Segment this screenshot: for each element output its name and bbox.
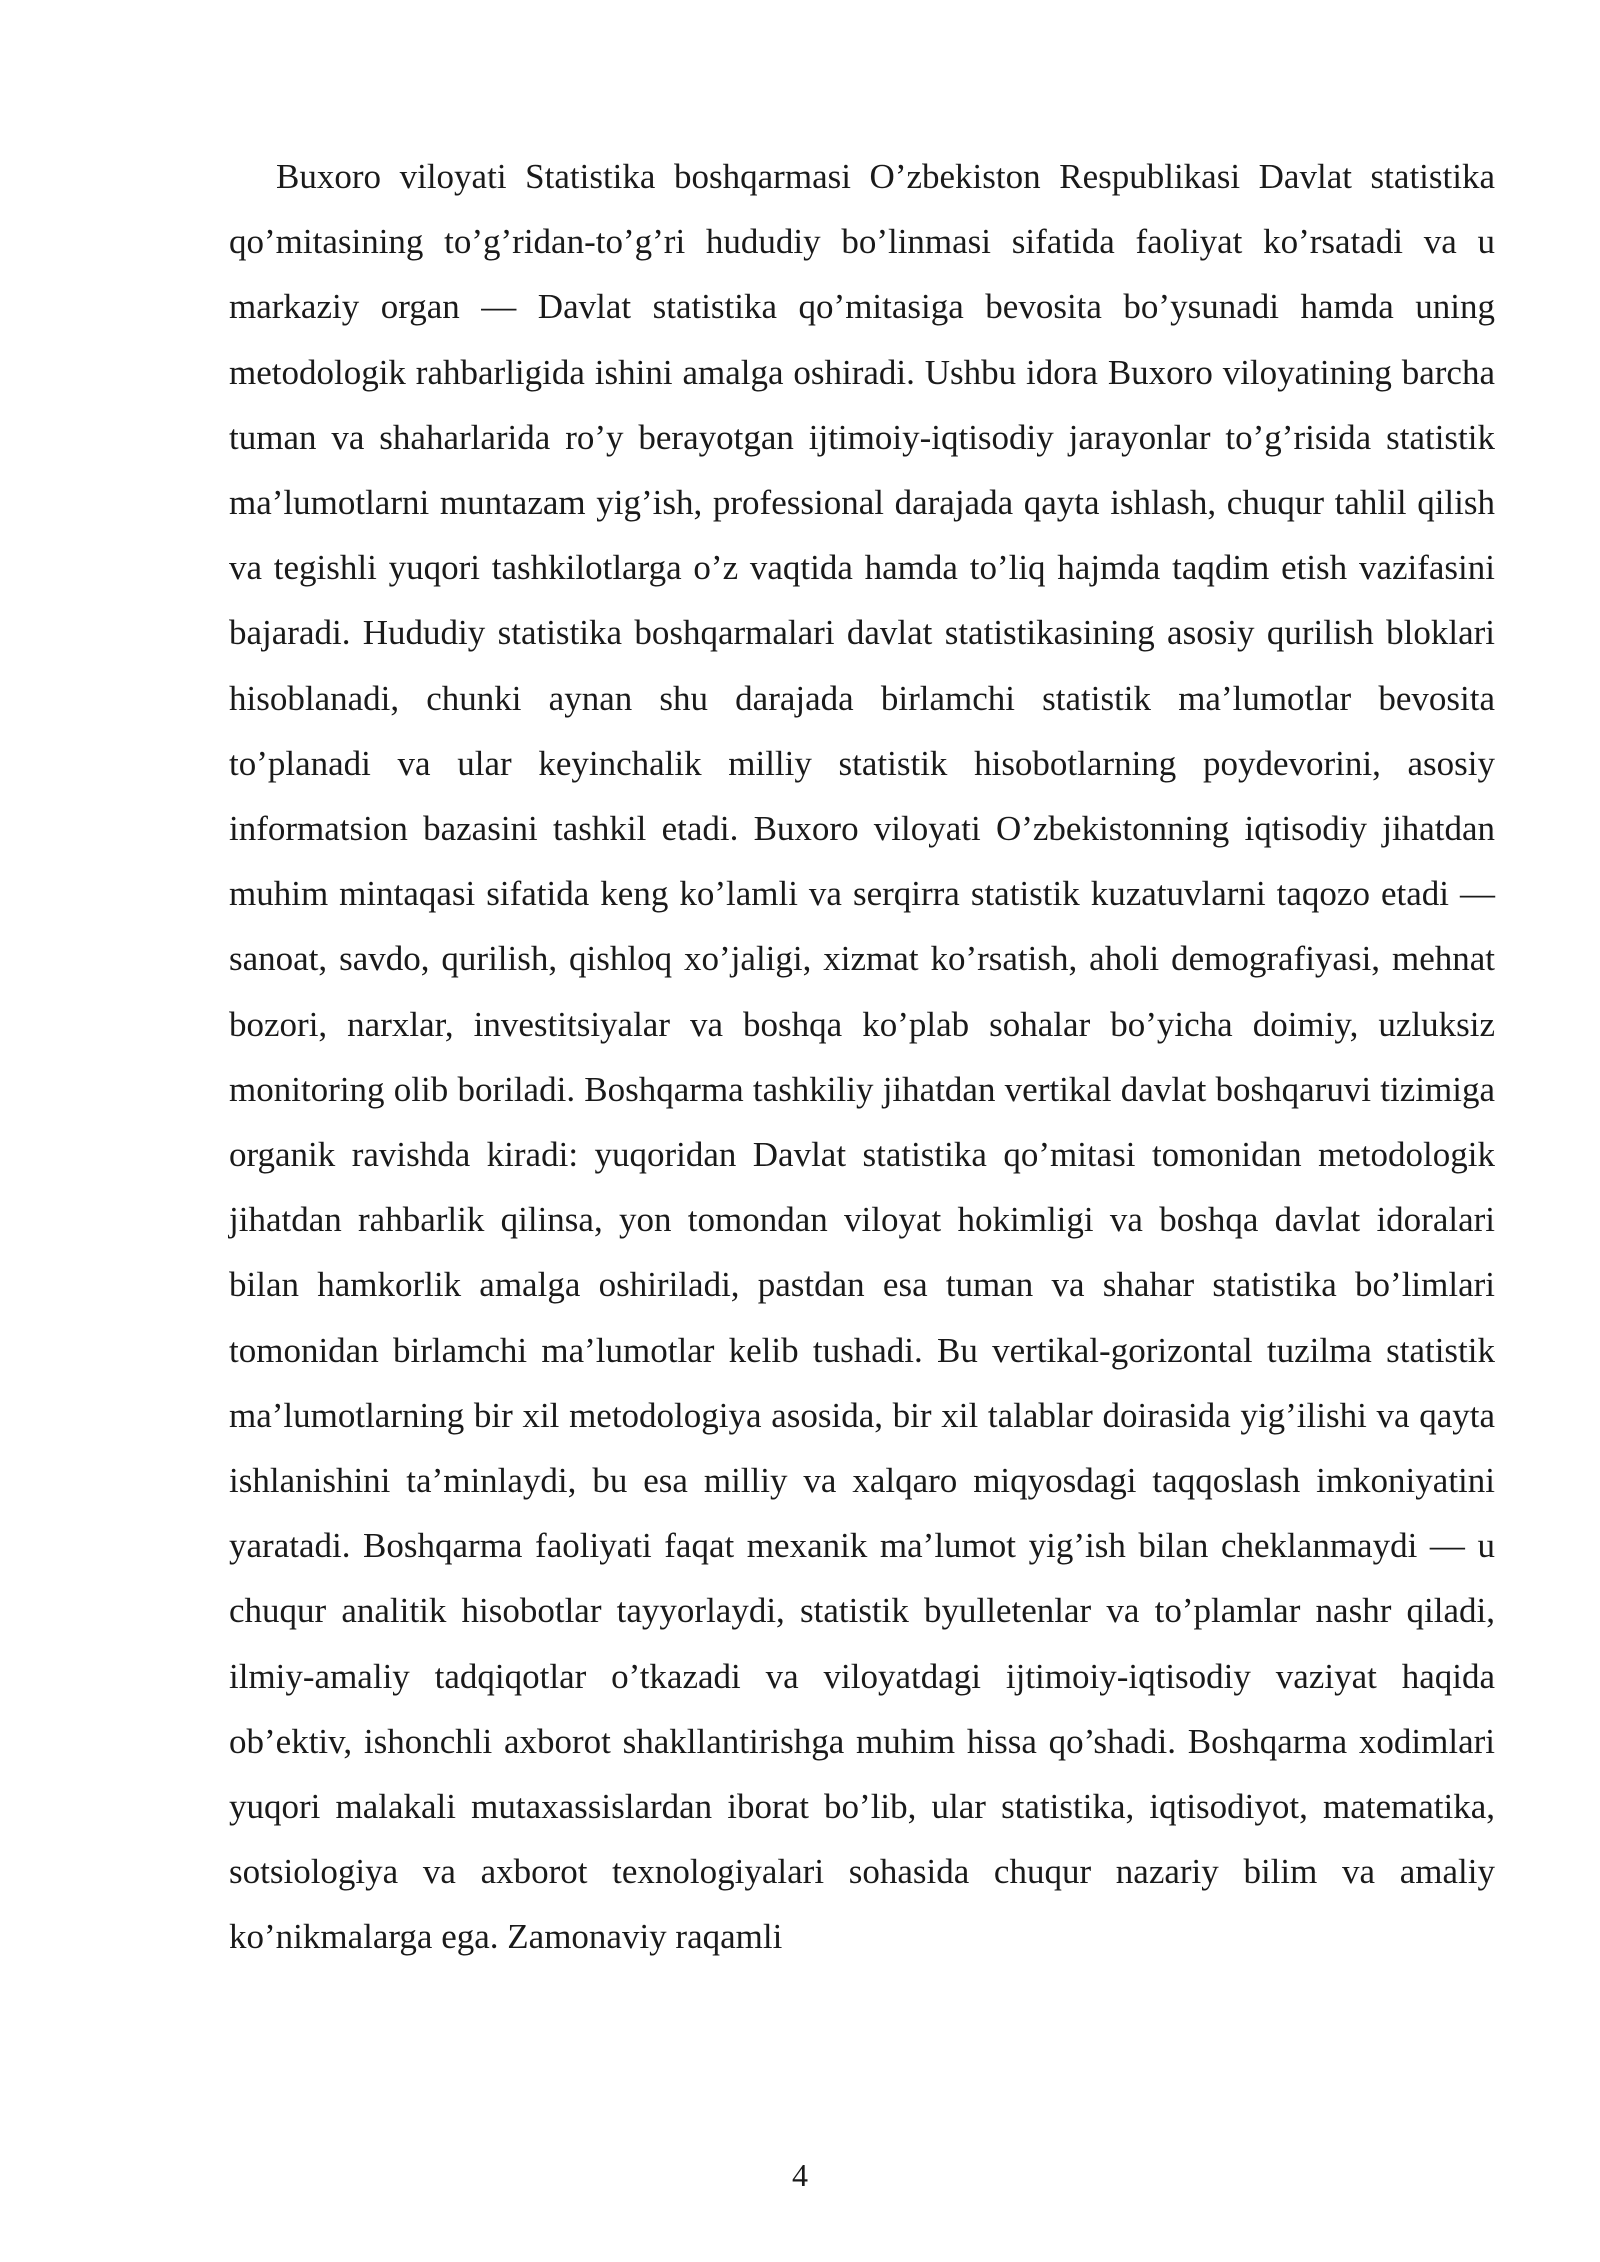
page-number: 4 [792, 2157, 808, 2193]
body-paragraph: Buxoro viloyati Statistika boshqarmasi O’zbekiston Respublikasi Davlat statistika qo’mitasining to’g’ridan-to’g’ri hududiy bo’linmasi sifatida faoliyat ko’rsatadi va u markaziy organ — Davlat statistika qo’mitasiga bevosita bo’ysunadi hamda uning metodologik rahbarligida ishini amalga oshiradi. Ushbu idora Buxoro viloyatining barcha tuman va shaharlarida ro’y berayotgan ijtimoiy-iqtisodiy jarayonlar to’g’risida statistik ma’lumotlarni muntazam yig’ish, professional darajada qayta ishlash, chuqur tahlil qilish va tegishli yuqori tashkilotlarga o’z vaqtida hamda to’liq hajmda taqdim etish vazifasini bajaradi. Hududiy statistika boshqarmalari davlat statistikasining asosiy qurilish bloklari hisoblanadi, chunki aynan shu darajada birlamchi statistik ma’lumotlar bevosita to’planadi va ular keyinchalik milliy statistik hisobotlarning poydevorini, asosiy informatsion bazasini tashkil etadi. Buxoro viloyati O’zbekistonning iqtisodiy jihatdan muhim mintaqasi sifatida keng ko’lamli va serqirra statistik kuzatuvlarni taqozo etadi — sanoat, savdo, qurilish, qishloq xo’jaligi, xizmat ko’rsatish, aholi demografiyasi, mehnat bozori, narxlar, investitsiyalar va boshqa ko’plab sohalar bo’yicha doimiy, uzluksiz monitoring olib boriladi. Boshqarma tashkiliy jihatdan vertikal davlat boshqaruvi tizimiga organik ravishda kiradi: yuqoridan Davlat statistika qo’mitasi tomonidan metodologik jihatdan rahbarlik qilinsa, yon tomondan viloyat hokimligi va boshqa davlat idoralari bilan hamkorlik amalga oshiriladi, pastdan esa tuman va shahar statistika bo’limlari tomonidan birlamchi ma’lumotlar kelib tushadi. Bu vertikal-gorizontal tuzilma statistik ma’lumotlarning bir xil metodologiya asosida, bir xil talablar doirasida yig’ilishi va qayta ishlanishini ta’minlaydi, bu esa milliy va xalqaro miqyosdagi taqqoslash imkoniyatini yaratadi. Boshqarma faoliyati faqat mexanik ma’lumot yig’ish bilan cheklanmaydi — u chuqur analitik hisobotlar tayyorlaydi, statistik byulletenlar va to’plamlar nashr qiladi, ilmiy-amaliy tadqiqotlar o’tkazadi va viloyatdagi ijtimoiy-iqtisodiy vaziyat haqida ob’ektiv, ishonchli axborot shakllantirishga muhim hissa qo’shadi. Boshqarma xodimlari yuqori malakali mutaxassislardan iborat bo’lib, ular statistika, iqtisodiyot, matematika, sotsiologiya va axborot texnologiyalari sohasida chuqur nazariy bilim va amaliy ko’nikmalarga ega. Zamonaviy raqamli [229, 157, 1495, 1957]
